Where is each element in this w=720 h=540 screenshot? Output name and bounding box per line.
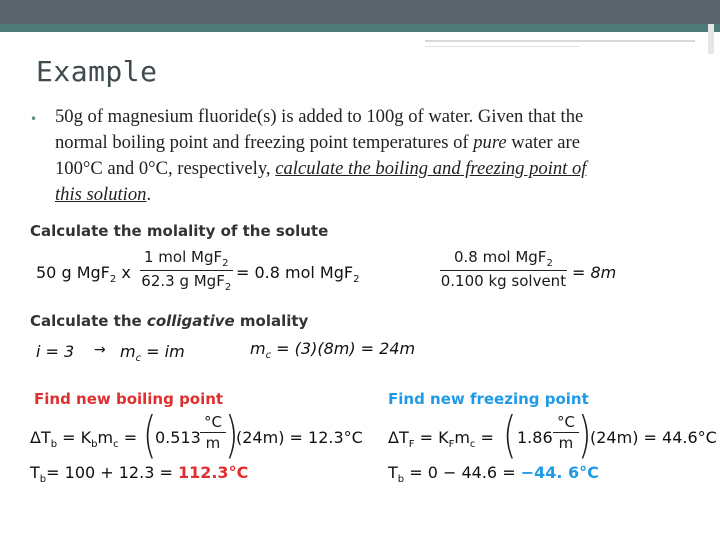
molality-header: Calculate the molality of the solute — [30, 222, 329, 240]
slide-title: Example — [36, 55, 158, 88]
top-bar — [0, 0, 720, 24]
molality-result: = 8m — [572, 263, 617, 282]
colligative-formula: $m_c$ = im — [120, 342, 185, 365]
freezing-header: Find new freezing point — [388, 390, 589, 408]
freezing-delta-result: (24m) = 44.6°C — [590, 428, 717, 447]
boiling-delta-result: (24m) = 12.3°C — [236, 428, 363, 447]
unit-fraction: $\frac{^\circ C}{m}$ — [200, 413, 226, 452]
problem-line: this solution. — [55, 184, 152, 205]
boiling-header: Find new boiling point — [34, 390, 224, 408]
vant-hoff-factor: i = 3 — [36, 342, 75, 361]
decor-line — [425, 46, 580, 47]
freezing-equation: $\Delta T_F = K_Fm_c$ = — [388, 428, 494, 451]
colligative-header: Calculate the colligative molality — [30, 312, 309, 330]
paren-left: ( — [142, 406, 157, 464]
paren-left: ( — [502, 406, 517, 464]
problem-line: 100°C and 0°C, respectively, calculate the boiling and freezing point of — [55, 158, 587, 179]
problem-line: 50g of magnesium fluoride(s) is added to 100g of water. Given that the — [55, 106, 584, 127]
boiling-constant: 0.513 — [155, 428, 201, 447]
arrow-icon: → — [94, 342, 106, 358]
paren-right: ) — [224, 406, 239, 464]
colligative-result: $m_c = (3)(8m) = 24m$ — [250, 339, 416, 362]
moles-result: = 0.8 mol MgF$_2$ — [236, 263, 360, 286]
accent-band — [0, 24, 720, 32]
boiling-final: $T_b= 100 + 12.3 = 112.3^\circ C$ — [30, 463, 249, 486]
bullet-marker: • — [30, 112, 38, 126]
molality-fraction: 0.8 mol MgF$_2$ 0.100 kg solvent — [440, 248, 567, 290]
mass-term: 50 g MgF$_2$ x — [36, 263, 131, 286]
boiling-equation: $\Delta T_b = K_bm_c$ = — [30, 428, 138, 451]
unit-fraction: $\frac{^\circ C}{m}$ — [553, 413, 579, 452]
freezing-final: $T_b = 0 - 44.6 = -44$. 6°C — [388, 463, 599, 486]
freezing-constant: 1.86 — [517, 428, 553, 447]
problem-line: normal boiling point and freezing point temperatures of pure water are — [55, 132, 580, 153]
conversion-fraction: 1 mol MgF$_2$ 62.3 g MgF$_2$ — [141, 248, 232, 293]
decor-bar — [708, 24, 714, 54]
paren-right: ) — [577, 406, 592, 464]
problem-text — [55, 104, 710, 208]
decor-line — [425, 40, 695, 42]
